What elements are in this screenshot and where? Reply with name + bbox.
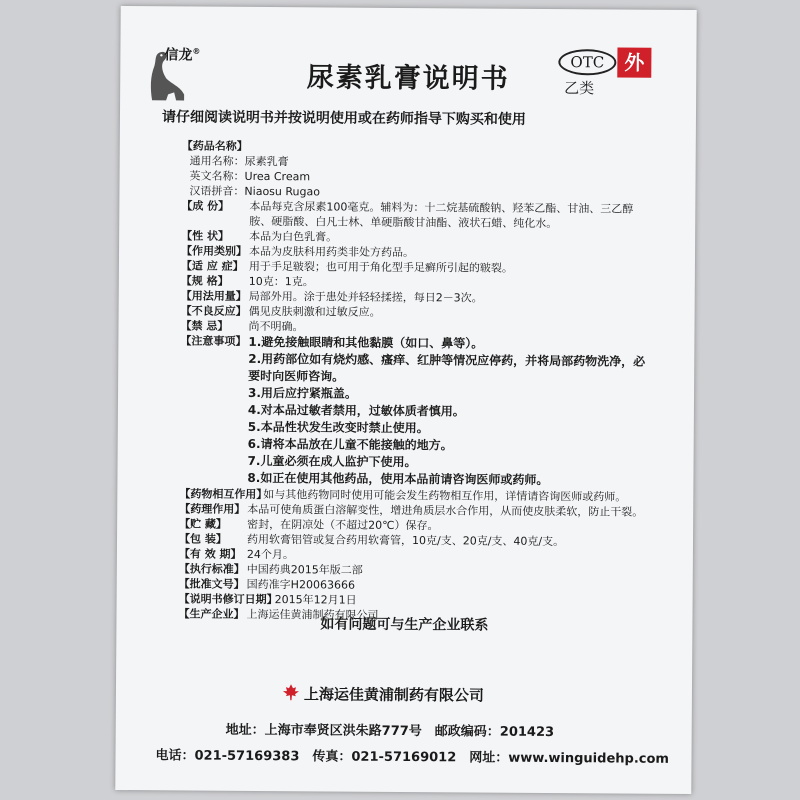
common-name: 通用名称：尿素乳膏 — [189, 154, 289, 169]
contact-prompt: 如有问题可与生产企业联系 — [320, 616, 489, 634]
maple-leaf-icon — [282, 683, 300, 701]
usage-row: 【用法用量】 局部外用。涂于患处并轻轻揉搓，每日2－3次。 — [180, 289, 483, 305]
external-use-badge: 外 — [617, 47, 651, 77]
precaution-item: 8.如正在使用其他药品，使用本品前请咨询医师或药师。 — [247, 470, 549, 487]
precaution-item: 7.儿童必须在成人监护下使用。 — [247, 453, 417, 470]
interaction-row: 【药物相互作用】 如与其他药物同时使用可能会发生药物相互作用，详情请咨询医师或药师。 — [179, 487, 627, 504]
drug-name-heading: 【药品名称】 — [181, 139, 248, 153]
package-row: 【包 装】 药用软膏铝管或复合药用软膏管，10克/支、20克/支、40克/支。 — [178, 532, 565, 549]
page-title: 尿素乳膏说明书 — [306, 62, 510, 95]
character-row: 【性 状】 本品为白色乳膏。 — [181, 229, 338, 244]
spec-row: 【规 格】 10克：1克。 — [180, 274, 314, 289]
contra-row: 【禁 忌】 尚不明确。 — [180, 319, 304, 334]
revised-row: 【说明书修订日期】 2015年12月1日 — [178, 592, 357, 607]
precaution-item: 3.用后应拧紧瓶盖。 — [247, 385, 358, 401]
company-address: 地址：上海市奉贤区洪朱路777号 邮政编码：201423 — [225, 722, 555, 741]
usage-notice: 请仔细阅读说明书并按说明使用或在药师指导下购买和使用 — [161, 109, 527, 128]
precaution-item: 6.请将本品放在儿童不能接触的地方。 — [247, 436, 453, 453]
precaution-item: 4.对本品过敏者禁用，过敏体质者慎用。 — [247, 402, 465, 419]
pinyin-name: 汉语拼音：Niaosu Rugao — [189, 184, 321, 199]
approval-row: 【批准文号】 国药准字H20063666 — [178, 577, 356, 592]
precautions-row: 【注意事项】 1.避免接触眼睛和其他黏膜（如口、鼻等）。 2.用药部位如有烧灼感、瘙痒、红肿等情况应停药，并将局部药物洗净，必要时向医师咨询。 3.用后应拧紧瓶盖。 4.对本品过敏者禁用，过敏体质者慎用。 5.本品性状发生改变时禁止使用。 6.请将本品放在儿童不能接触的地方。 7.儿童必须在成人监护下使用。 8.如正在使用其他药品，使用本品前请咨询医师或药师。 — [179, 333, 650, 489]
maker-row: 【生产企业】 上海运佳黄浦制药有限公司 — [178, 607, 379, 622]
pharmacology-row: 【药理作用】 本品可使角质蛋白溶解变性，增进角质层水合作用，从而使皮肤柔软，防止干裂。 — [179, 502, 644, 519]
precaution-item: 1.避免接触眼睛和其他黏膜（如口、鼻等）。 — [248, 334, 484, 351]
instruction-leaflet — [115, 6, 696, 794]
standard-row: 【执行标准】 中国药典2015年版二部 — [178, 562, 363, 577]
otc-badge: OTC — [558, 49, 616, 75]
brand-name: 信龙® — [164, 46, 201, 64]
english-name: 英文名称：Urea Cream — [189, 169, 311, 184]
precaution-item: 5.本品性状发生改变时禁止使用。 — [247, 419, 429, 436]
composition-row: 【成 份】 本品每克含尿素100毫克。辅料为：十二烷基硫酸钠、羟苯乙酯、甘油、三乙醇胺、硬脂酸、白凡士林、单硬脂酸甘油酯、液状石蜡、纯化水。 — [181, 199, 634, 231]
indication-row: 【适 应 症】 用于手足皲裂；也可用于角化型手足癣所引起的皲裂。 — [180, 259, 513, 275]
validity-row: 【有 效 期】 24个月。 — [178, 547, 294, 562]
category-row: 【作用类别】 本品为皮肤科用药类非处方药品。 — [180, 244, 415, 260]
company-name: 上海运佳黄浦制药有限公司 — [303, 685, 485, 705]
otc-class-label: 乙类 — [564, 79, 595, 98]
storage-row: 【贮 藏】 密封，在阴凉处（不超过20℃）保存。 — [179, 517, 439, 533]
leaflet-body — [178, 138, 651, 624]
precaution-item: 2.用药部位如有烧灼感、瘙痒、红肿等情况应停药，并将局部药物洗净，必要时向医师咨询。 — [248, 351, 646, 384]
company-contact-line: 电话：021-57169383 传真：021-57169012 网址：www.winguidehp.com — [155, 748, 670, 767]
adverse-row: 【不良反应】 偶见皮肤刺激和过敏反应。 — [180, 304, 381, 319]
